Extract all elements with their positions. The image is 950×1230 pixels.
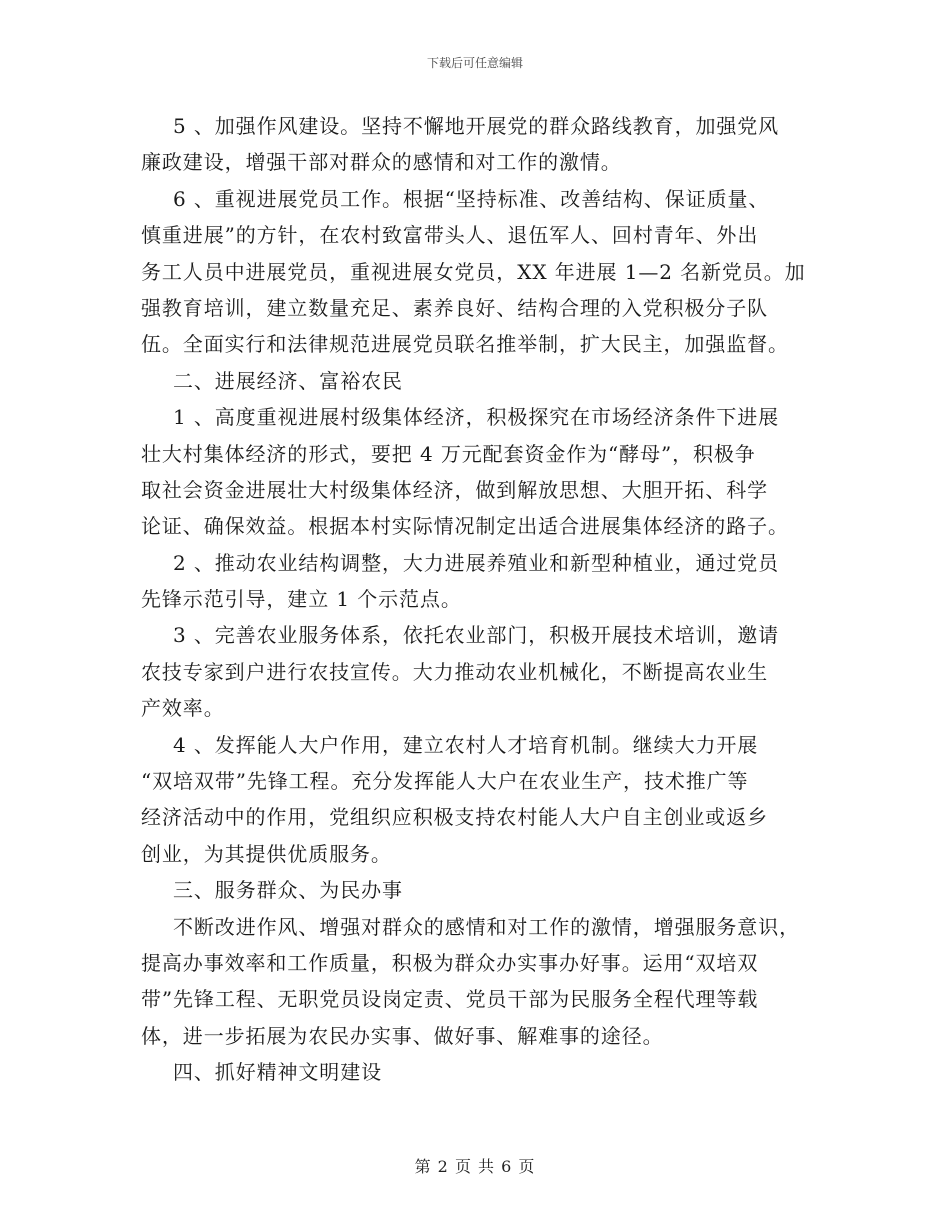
body-text-line: 伍。全面实行和法律规范进展党员联名推举制，扩大民主，加强监督。 (141, 332, 789, 357)
page-footer: 第 2 页 共 6 页 (414, 1157, 536, 1176)
body-text-line: 产效率。 (141, 696, 225, 721)
body-text-line: 6 、重视进展党员工作。根据“坚持标准、改善结构、保证质量、 (173, 186, 770, 211)
page-header: 下载后可任意编辑 (426, 56, 523, 70)
body-text-line: “双培双带”先锋工程。充分发挥能人大户在农业生产，技术推广等 (141, 769, 749, 794)
body-text-line: 5 、加强作风建设。坚持不懈地开展党的群众路线教育，加强党风 (173, 114, 780, 138)
body-text-line: 二、进展经济、富裕农民 (173, 368, 403, 393)
body-text-line: 经济活动中的作用，党组织应积极支持农村能人大户自主创业或返乡 (141, 805, 768, 830)
body-text-line: 体，进一步拓展为农民办实事、做好事、解难事的途径。 (141, 1023, 664, 1048)
body-text-line: 4 、发挥能人大户作用，建立农村人才培育机制。继续大力开展 (173, 732, 759, 757)
body-text-line: 廉政建设，增强干部对群众的感情和对工作的激情。 (141, 150, 622, 175)
body-text-line: 2 、推动农业结构调整，大力进展养殖业和新型种植业，通过党员 (173, 550, 780, 575)
body-text-line: 农技专家到户进行农技宣传。大力推动农业机械化，不断提高农业生 (141, 659, 768, 684)
body-text-line: 取社会资金进展壮大村级集体经济，做到解放思想、大胆开拓、科学 (141, 477, 768, 502)
document-body (141, 108, 811, 1091)
body-text-line: 慎重进展”的方针，在农村致富带头人、退伍军人、回村青年、外出 (141, 223, 759, 248)
body-text-line: 1 、高度重视进展村级集体经济，积极探究在市场经济条件下进展 (173, 405, 780, 430)
body-text-line: 不断改进作风、增强对群众的感情和对工作的激情，增强服务意识， (173, 914, 800, 939)
body-text-line: 壮大村集体经济的形式，要把 4 万元配套资金作为“酵母”，积极争 (141, 441, 756, 466)
body-text-line: 强教育培训，建立数量充足、素养良好、结构合理的入党积极分子队 (141, 295, 768, 320)
body-text-line: 创业，为其提供优质服务。 (141, 841, 392, 866)
body-text-line: 提高办事效率和工作质量，积极为群众办实事办好事。运用“双培双 (141, 950, 759, 975)
body-text-line: 带”先锋工程、无职党员设岗定责、党员干部为民服务全程代理等载 (141, 987, 759, 1012)
body-text-line: 四、抓好精神文明建设 (173, 1060, 382, 1085)
body-text-line: 三、服务群众、为民办事 (173, 878, 403, 903)
body-text-line: 务工人员中进展党员，重视进展女党员，XX 年进展 1—2 名新党员。加 (141, 259, 806, 284)
body-text-line: 3 、完善农业服务体系，依托农业部门，积极开展技术培训，邀请 (173, 623, 780, 648)
body-text-line: 论证、确保效益。根据本村实际情况制定出适合进展集体经济的路子。 (141, 514, 789, 539)
body-text-line: 先锋示范引导，建立 1 个示范点。 (141, 587, 462, 612)
